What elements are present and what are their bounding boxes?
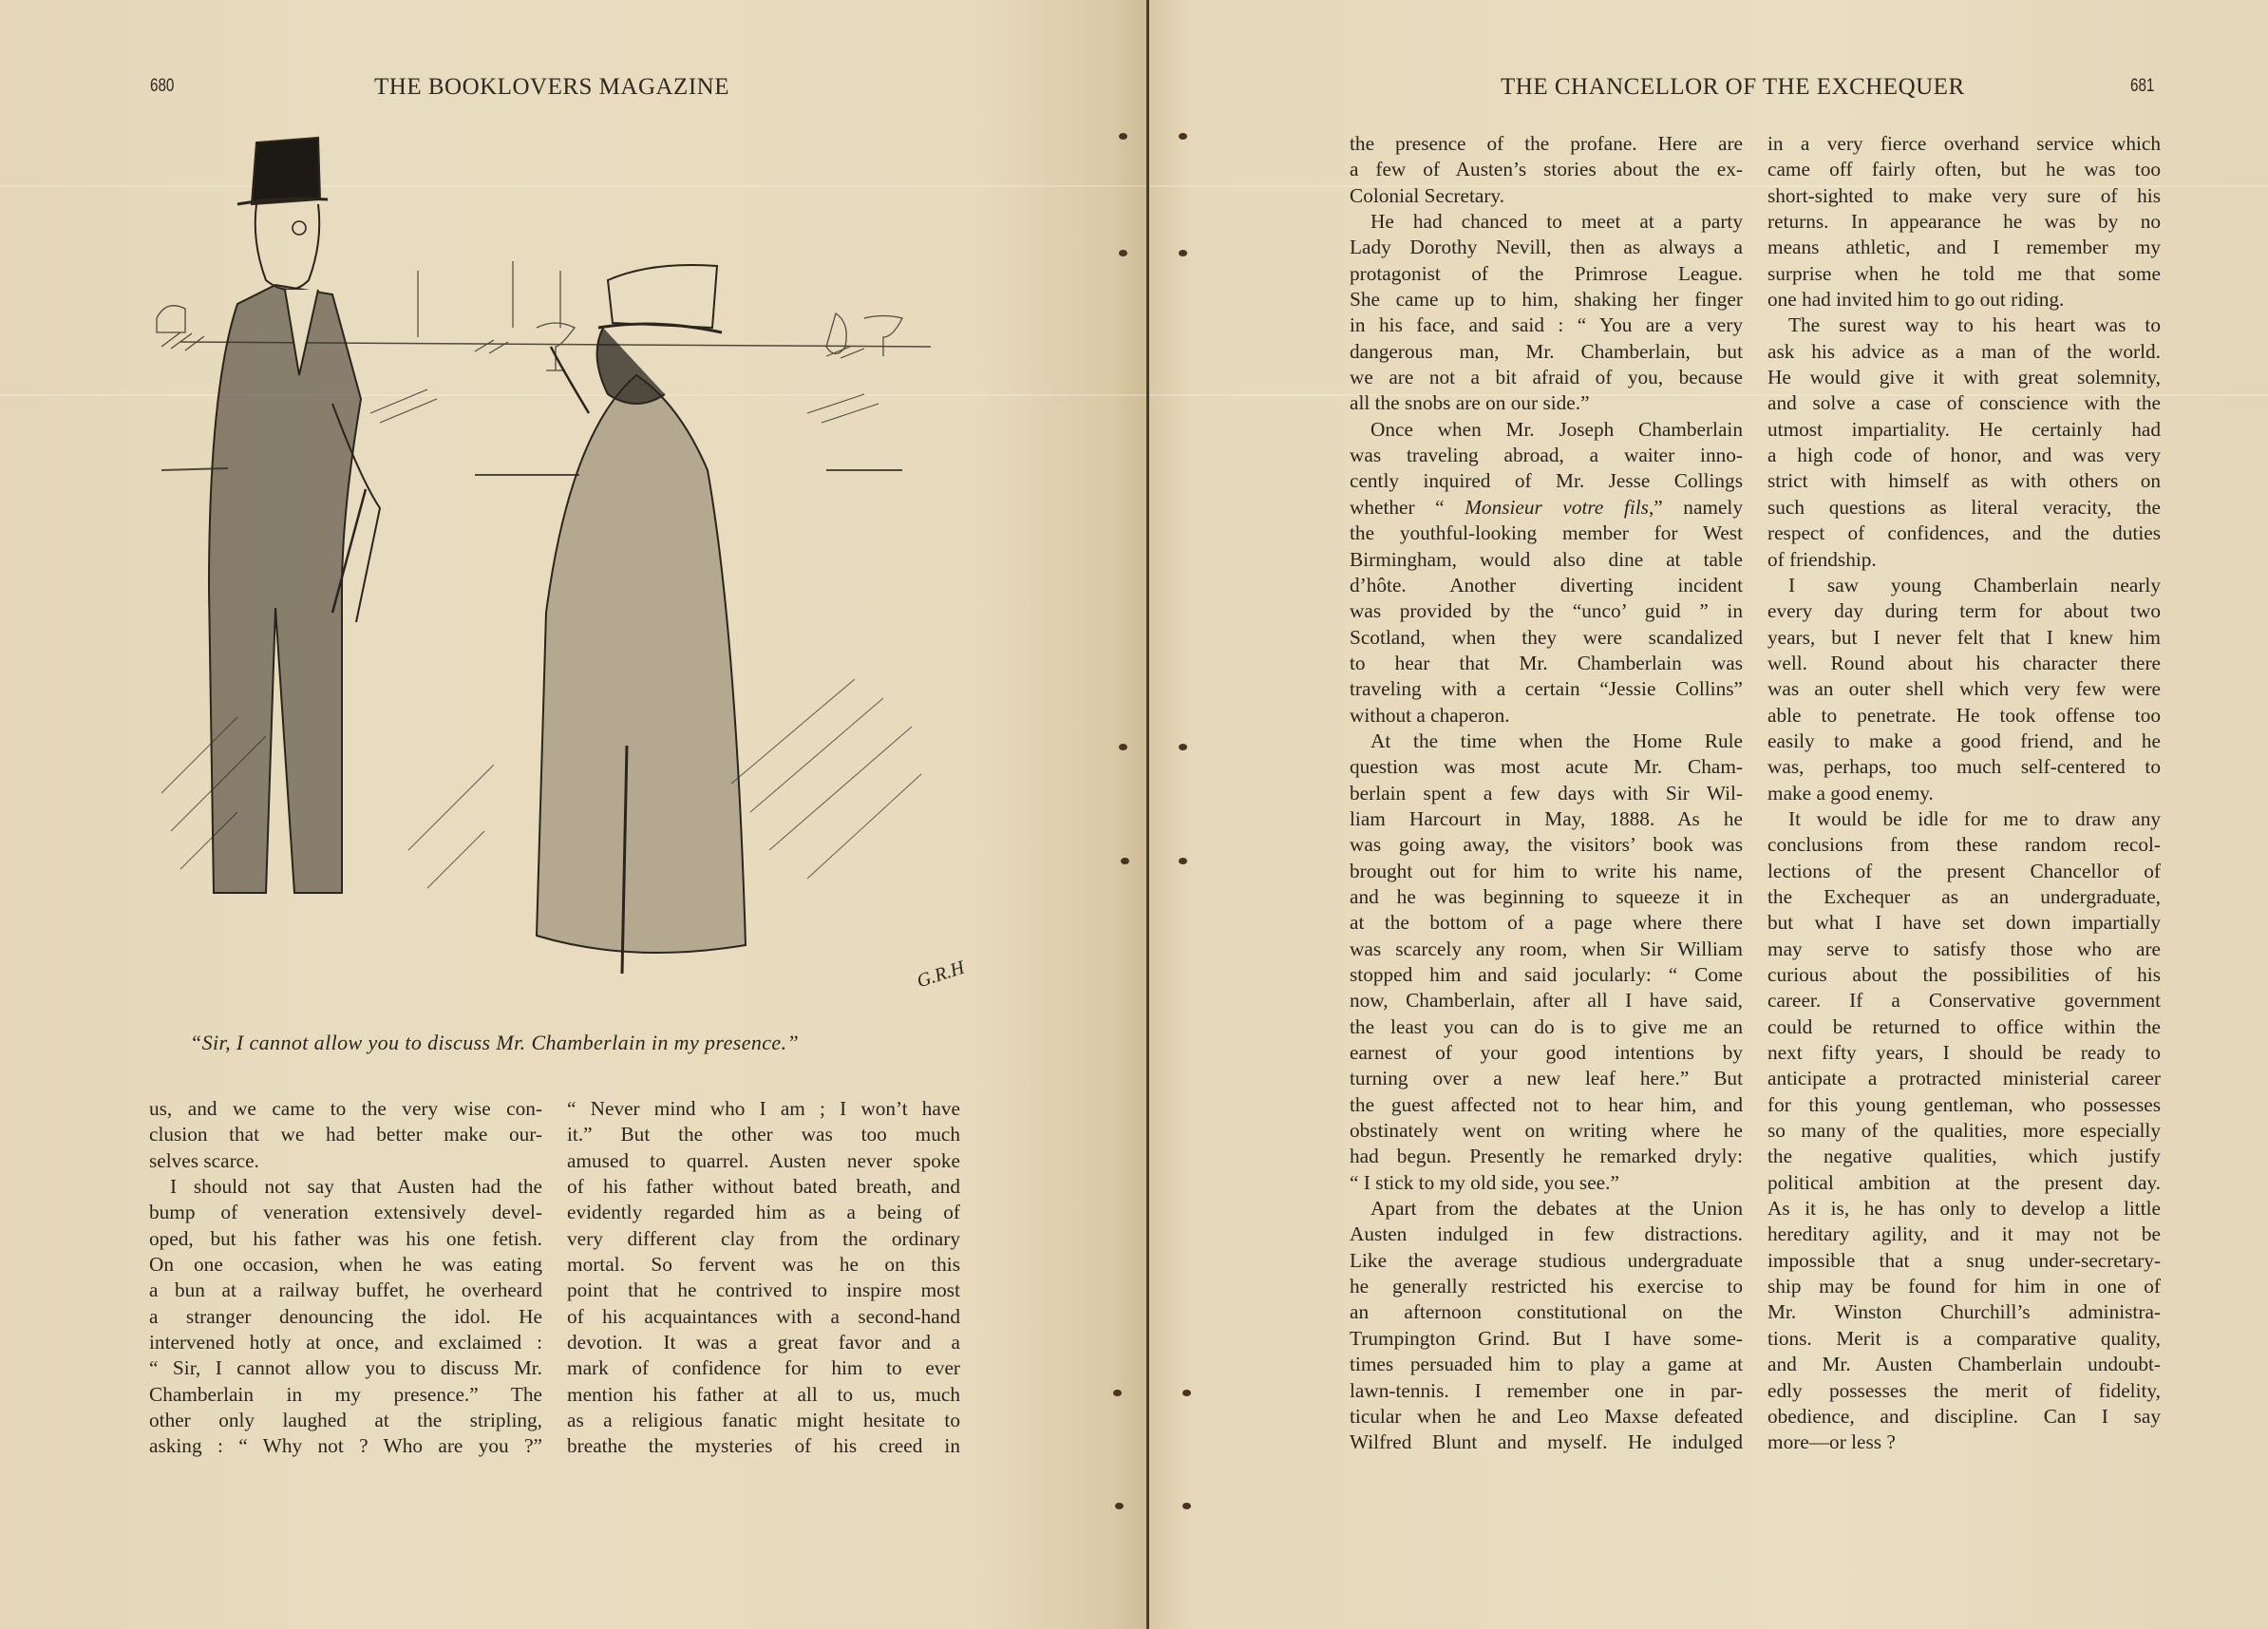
text-line: a bun at a railway buffet, he overheard (149, 1279, 542, 1302)
artist-signature: G.R.H (914, 957, 968, 993)
text-line: we are not a bit afraid of you, because (1350, 366, 1743, 389)
text-line: times persuaded him to play a game at (1350, 1353, 1743, 1376)
decanter-icon (826, 313, 902, 356)
left-page-column-2 (567, 1096, 960, 1460)
text-line: very different clay from the ordinary (567, 1226, 960, 1250)
illustration-caption: “Sir, I cannot allow you to discuss Mr. Chamberlain in my presence.” (190, 1031, 800, 1054)
text-line: conclusions from these random recol- (1767, 833, 2161, 857)
stitch-hole (1119, 744, 1127, 750)
text-line: breathe the mysteries of his creed in (567, 1434, 960, 1458)
text-line: now, Chamberlain, after all I have said, (1350, 989, 1743, 1013)
text-line: traveling with a certain “Jessie Collins” (1350, 677, 1743, 701)
text-line: and solve a case of conscience with the (1767, 391, 2161, 415)
text-line: I saw young Chamberlain nearly (1788, 573, 2161, 597)
text-line: in a very fierce overhand service which (1767, 132, 2161, 155)
text-line: it.” But the other was too much (567, 1123, 960, 1146)
text-line: in his face, and said : “ You are a very (1350, 313, 1743, 337)
text-line: Once when Mr. Joseph Chamberlain (1370, 417, 1743, 441)
text-line: berlain spent a few days with Sir Wil- (1350, 781, 1743, 805)
text-line: I should not say that Austen had the (170, 1175, 542, 1199)
text-line: utmost impartiality. He certainly had (1767, 417, 2161, 441)
text-line: he generally restricted his exercise to (1350, 1275, 1743, 1298)
text-line: was going away, the visitors’ book was (1350, 833, 1743, 857)
text-line: curious about the possibilities of his (1767, 963, 2161, 986)
text-line: mortal. So fervent was he on this (567, 1253, 960, 1277)
text-line: oped, but his father was his one fetish. (149, 1226, 542, 1250)
stitch-hole (1115, 1503, 1124, 1509)
text-line: As it is, he has only to develop a little (1767, 1197, 2161, 1221)
stitch-hole (1182, 1503, 1191, 1509)
text-line: He would give it with great solemnity, (1767, 366, 2161, 389)
text-line: tions. Merit is a comparative quality, (1767, 1326, 2161, 1350)
text-line: The surest way to his heart was to (1788, 313, 2161, 337)
stitch-hole (1121, 858, 1129, 864)
top-hat (608, 265, 717, 328)
text-line: devotion. It was a great favor and a (567, 1331, 960, 1354)
italic-phrase: Monsieur votre fils (1465, 495, 1649, 519)
tall-gentleman-figure (209, 138, 380, 893)
text-line: earnest of your good intentions by (1350, 1041, 1743, 1065)
text-line: impossible that a snug under-secretary- (1767, 1248, 2161, 1272)
text-line: may serve to satisfy those who are (1767, 937, 2161, 960)
text-line: obstinately went on writing where he (1350, 1119, 1743, 1143)
text-line: Lady Dorothy Nevill, then as always a (1350, 236, 1743, 259)
text-line: next fifty years, I should be ready to (1767, 1041, 2161, 1065)
text-line: career. If a Conservative government (1767, 989, 2161, 1013)
text-line: had begun. Presently he remarked dryly: (1350, 1145, 1743, 1168)
text-line: protagonist of the Primrose League. (1350, 261, 1743, 285)
text-line: came off fairly often, but he was too (1767, 158, 2161, 181)
text-line: of his father without bated breath, and (567, 1175, 960, 1199)
text-line: “ Never mind who I am ; I won’t have (567, 1097, 960, 1120)
stitch-hole (1119, 133, 1127, 140)
text-line: one had invited him to go out riding. (1767, 288, 2065, 312)
text-line: other only laughed at the stripling, (149, 1409, 542, 1432)
text-line: point that he contrived to inspire most (567, 1279, 960, 1302)
text-line: “ Sir, I cannot allow you to discuss Mr. (149, 1356, 542, 1380)
text-line: but what I have set down impartially (1767, 911, 2161, 935)
left-page-column-1 (149, 1096, 542, 1460)
text-line: Austen indulged in few distractions. (1350, 1222, 1743, 1246)
text-line: Birmingham, would also dine at table (1350, 547, 1743, 571)
top-hat (252, 138, 320, 204)
page-number-left: 680 (150, 76, 175, 96)
stout-gentleman-figure (537, 265, 746, 974)
stitch-hole (1113, 1390, 1122, 1396)
text-line: make a good enemy. (1767, 781, 1934, 805)
text-line: On one occasion, when he was eating (149, 1253, 542, 1277)
text-line: bump of veneration extensively devel- (149, 1201, 542, 1224)
text-line: for this young gentleman, who possesses (1767, 1092, 2161, 1116)
text-line: ask his advice as a man of the world. (1767, 339, 2161, 363)
text-line: obedience, and discipline. Can I say (1767, 1404, 2161, 1428)
bottle-outline (418, 261, 560, 337)
stitch-hole (1179, 133, 1187, 140)
text-line: mark of confidence for him to ever (567, 1356, 960, 1380)
text-line: a few of Austen’s stories about the ex- (1350, 158, 1743, 181)
stitch-hole (1179, 744, 1187, 750)
text-line: question was most acute Mr. Cham- (1350, 755, 1743, 779)
right-page-column-2 (1767, 131, 2161, 1456)
text-line: was an outer shell which very few were (1767, 677, 2161, 701)
text-line: Mr. Winston Churchill’s administra- (1767, 1300, 2161, 1324)
text-line: whether “ Monsieur votre fils,” namely (1350, 495, 1743, 519)
text-line: more—or less ? (1767, 1430, 1896, 1454)
text-line: At the time when the Home Rule (1370, 729, 1743, 752)
text-line: It would be idle for me to draw any (1788, 806, 2161, 830)
text-line: hereditary agility, and it may not be (1767, 1222, 2161, 1246)
text-line: a stranger denouncing the idol. He (149, 1304, 542, 1328)
book-gutter (1146, 0, 1149, 1629)
text-line: evidently regarded him as a being of (567, 1201, 960, 1224)
text-line: was, perhaps, too much self-centered to (1767, 755, 2161, 779)
text-line: strict with himself as with others on (1767, 469, 2161, 493)
text-line: stopped him and said jocularly: “ Come (1350, 963, 1743, 986)
running-head-right: THE CHANCELLOR OF THE EXCHEQUER (1501, 74, 1965, 100)
text-line: d’hôte. Another diverting incident (1350, 573, 1743, 597)
text-line: such questions as literal veracity, the (1767, 495, 2161, 519)
running-head-left: THE BOOKLOVERS MAGAZINE (374, 74, 729, 100)
text-line: an afternoon constitutional on the (1350, 1300, 1743, 1324)
text-line: means athletic, and I remember my (1767, 236, 2161, 259)
text-line: every day during term for about two (1767, 599, 2161, 623)
text-line: Chamberlain in my presence.” The (149, 1382, 542, 1406)
text-line: amused to quarrel. Austen never spoke (567, 1148, 960, 1172)
text-line: brought out for him to write his name, (1350, 859, 1743, 882)
stitch-hole (1179, 858, 1187, 864)
text-line: ship may be found for him in one of (1767, 1275, 2161, 1298)
text-line: short-sighted to make very sure of his (1767, 183, 2161, 207)
page-number-right: 681 (2130, 76, 2155, 96)
text-line: dangerous man, Mr. Chamberlain, but (1350, 339, 1743, 363)
text-line: “ I stick to my old side, you see.” (1350, 1170, 1619, 1194)
text-line: Colonial Secretary. (1350, 183, 1505, 207)
text-line: and Mr. Austen Chamberlain undoubt- (1767, 1353, 2161, 1376)
text-line: Like the average studious undergraduate (1350, 1248, 1743, 1272)
stitch-hole (1119, 250, 1127, 256)
text-line: lawn-tennis. I remember one in par- (1350, 1378, 1743, 1402)
text-line: easily to make a good friend, and he (1767, 729, 2161, 752)
text-line: the Exchequer as an undergraduate, (1767, 884, 2161, 908)
text-line: Trumpington Grind. But I have some- (1350, 1326, 1743, 1350)
text-line: was traveling abroad, a waiter inno- (1350, 444, 1743, 467)
text-line: asking : “ Why not ? Who are you ?” (149, 1434, 542, 1458)
text-line: clusion that we had better make our- (149, 1123, 542, 1146)
text-line: political ambition at the present day. (1767, 1170, 2161, 1194)
text-line: us, and we came to the very wise con- (149, 1097, 542, 1120)
text-line: anticipate a protracted ministerial career (1767, 1067, 2161, 1090)
text-line: He had chanced to meet at a party (1370, 210, 1743, 234)
cartoon-illustration (142, 128, 992, 1002)
text-line: turning over a new leaf here.” But (1350, 1067, 1743, 1090)
right-page-column-1 (1350, 131, 1743, 1456)
text-line: the guest affected not to hear him, and (1350, 1092, 1743, 1116)
text-line: edly possesses the merit of fidelity, (1767, 1378, 2161, 1402)
text-line: the youthful-looking member for West (1350, 521, 1743, 545)
text-line: liam Harcourt in May, 1888. As he (1350, 806, 1743, 830)
text-line: the presence of the profane. Here are (1350, 132, 1743, 155)
text-line: of his acquaintances with a second-hand (567, 1304, 960, 1328)
text-line: of friendship. (1767, 547, 1877, 571)
text-line: cently inquired of Mr. Jesse Collings (1350, 469, 1743, 493)
text-line: all the snobs are on our side.” (1350, 391, 1590, 415)
text-line: well. Round about his character there (1767, 651, 2161, 674)
text-line: intervened hotly at once, and exclaimed : (149, 1331, 542, 1354)
text-line: years, but I never felt that I knew him (1767, 625, 2161, 649)
glass-icon (157, 306, 185, 332)
text-line: so many of the qualities, more especially (1767, 1119, 2161, 1143)
text-line: surprise when he told me that some (1767, 261, 2161, 285)
text-line: lections of the present Chancellor of (1767, 859, 2161, 882)
stitch-hole (1179, 250, 1187, 256)
text-line: selves scarce. (149, 1148, 259, 1172)
text-line: the negative qualities, which justify (1767, 1145, 2161, 1168)
text-line: She came up to him, shaking her finger (1350, 288, 1743, 312)
text-line: able to penetrate. He took offense too (1767, 703, 2161, 727)
text-line: at the bottom of a page where there (1350, 911, 1743, 935)
text-line: was provided by the “unco’ guid ” in (1350, 599, 1743, 623)
text-line: Wilfred Blunt and myself. He indulged (1350, 1430, 1743, 1454)
text-line: respect of confidences, and the duties (1767, 521, 2161, 545)
text-line: Scotland, when they were scandalized (1350, 625, 1743, 649)
text-line: as a religious fanatic might hesitate to (567, 1409, 960, 1432)
text-line: Apart from the debates at the Union (1370, 1197, 1743, 1221)
text-line: ticular when he and Leo Maxse defeated (1350, 1404, 1743, 1428)
text-line: mention his father at all to us, much (567, 1382, 960, 1406)
text-line: returns. In appearance he was by no (1767, 210, 2161, 234)
monocle (293, 221, 306, 235)
text-line: and he was beginning to squeeze it in (1350, 884, 1743, 908)
text-line: the least you can do is to give me an (1350, 1014, 1743, 1038)
raised-hand (551, 347, 589, 413)
text-line: could be returned to office within the (1767, 1014, 2161, 1038)
stitch-hole (1182, 1390, 1191, 1396)
text-line: to hear that Mr. Chamberlain was (1350, 651, 1743, 674)
face (255, 204, 320, 290)
wine-glass-icon (537, 323, 575, 370)
text-line: a high code of honor, and was very (1767, 444, 2161, 467)
text-line: was scarcely any room, when Sir William (1350, 937, 1743, 960)
overcoat (537, 375, 746, 953)
text-line: without a chaperon. (1350, 703, 1510, 727)
